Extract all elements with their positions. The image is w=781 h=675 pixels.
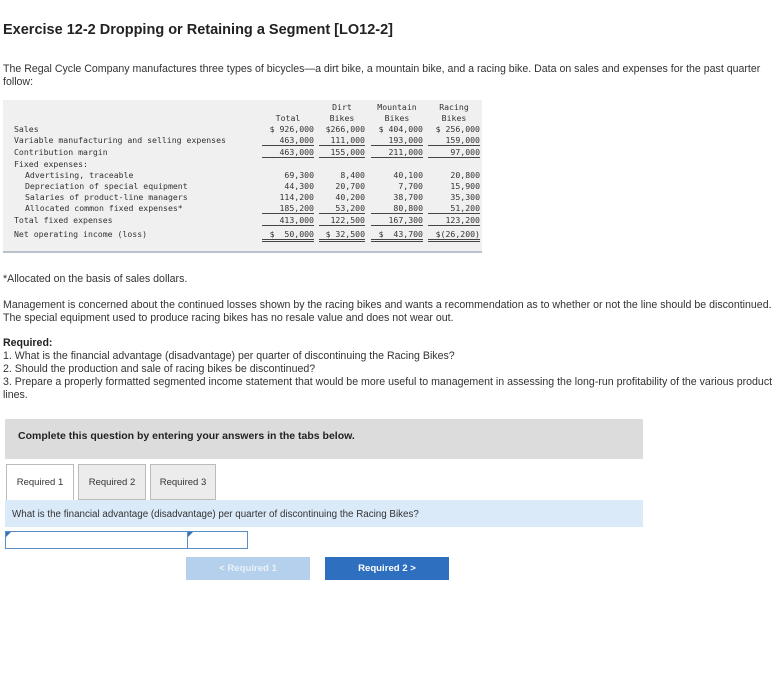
cell-mountain: $ 43,700	[371, 229, 423, 242]
required-list	[3, 350, 773, 402]
cell-racing: 35,300	[450, 192, 480, 202]
cell-total: 185,200	[262, 203, 314, 214]
table-row	[3, 192, 482, 203]
row-label: Total fixed expenses	[14, 215, 113, 225]
answer-label-input[interactable]	[7, 533, 185, 547]
cell-total: $ 50,000	[262, 229, 314, 242]
cell-racing: 123,200	[428, 215, 480, 226]
cell-racing: 159,000	[428, 135, 480, 146]
row-label: Depreciation of special equipment	[25, 181, 188, 191]
table-header-row	[3, 113, 482, 124]
prev-required-1-button[interactable]: < Required 1	[186, 557, 310, 580]
table-header-row	[3, 102, 482, 113]
cell-total: 69,300	[284, 170, 314, 180]
table-row	[3, 135, 482, 146]
table-row	[3, 124, 482, 135]
cell-dirt: 40,200	[335, 192, 365, 202]
header-total: Total	[275, 113, 301, 123]
answer-row	[5, 531, 248, 549]
table-row	[3, 229, 482, 240]
required-item-3: 3. Prepare a properly formatted segmented income statement that would be more useful to management in assessing the long-run profitability of the various product lines.	[3, 376, 773, 401]
cell-dirt: 122,500	[319, 215, 365, 226]
cell-total: $ 926,000	[269, 124, 314, 134]
cell-total: 413,000	[262, 215, 314, 226]
cell-mountain: 80,800	[371, 203, 423, 214]
header-racing-bikes: Bikes	[441, 113, 467, 123]
cell-racing: 15,900	[450, 181, 480, 191]
cell-mountain: 38,700	[393, 192, 423, 202]
question-text: What is the financial advantage (disadvantage) per quarter of discontinuing the Racing Bikes?	[12, 509, 419, 520]
cell-total: 44,300	[284, 181, 314, 191]
header-racing: Racing	[439, 102, 469, 112]
cell-mountain: 7,700	[398, 181, 423, 191]
table-row	[3, 203, 482, 214]
cell-mountain: 40,100	[393, 170, 423, 180]
cell-racing: 97,000	[428, 147, 480, 158]
row-label: Salaries of product-line managers	[25, 192, 188, 202]
cell-dirt: 155,000	[319, 147, 365, 158]
next-required-2-button[interactable]: Required 2 >	[325, 557, 449, 580]
page-title: Exercise 12-2 Dropping or Retaining a Segment [LO12-2]	[3, 22, 393, 38]
row-label: Net operating income (loss)	[14, 229, 148, 239]
row-label: Contribution margin	[14, 147, 108, 157]
cell-mountain: 167,300	[371, 215, 423, 226]
table-row	[3, 159, 482, 170]
cell-dirt: 8,400	[340, 170, 365, 180]
footnote: *Allocated on the basis of sales dollars.	[3, 273, 188, 285]
header-dirt: Dirt	[332, 102, 352, 112]
table-row	[3, 215, 482, 226]
table-bottom-rule	[3, 251, 482, 253]
intro-text: The Regal Cycle Company manufactures three types of bicycles—a dirt bike, a mountain bike, and a racing bike. Data on sales and expenses for the past quarter follow:	[3, 63, 761, 88]
table-row	[3, 147, 482, 158]
tab-required-1[interactable]: Required 1	[6, 464, 74, 501]
cell-dirt: 20,700	[335, 181, 365, 191]
cell-dirt: $ 32,500	[319, 229, 365, 242]
row-label: Variable manufacturing and selling expenses	[14, 135, 226, 145]
management-text: Management is concerned about the continued losses shown by the racing bikes and wants a recommendation as to whether or not the line should be discontinued. The special equipment used to produce racing bikes has no resale value and does not wear out.	[3, 299, 772, 324]
required-item-2: 2. Should the production and sale of racing bikes be discontinued?	[3, 363, 316, 375]
cell-dirt: 53,200	[319, 203, 365, 214]
cell-racing: 51,200	[428, 203, 480, 214]
row-label: Allocated common fixed expenses*	[25, 203, 183, 213]
cell-mountain: 193,000	[371, 135, 423, 146]
table-row	[3, 170, 482, 181]
required-heading: Required:	[3, 337, 53, 349]
row-label: Sales	[14, 124, 39, 134]
cell-total: 463,000	[262, 147, 314, 158]
header-mountain-bikes: Bikes	[384, 113, 410, 123]
table-row	[3, 181, 482, 192]
cell-dirt: 111,000	[319, 135, 365, 146]
income-statement-table	[3, 100, 482, 253]
cell-racing: $ 256,000	[435, 124, 480, 134]
question-bar	[5, 500, 643, 527]
row-label: Advertising, traceable	[25, 170, 134, 180]
answer-amount-input[interactable]	[190, 533, 245, 547]
tab-required-3[interactable]: Required 3	[150, 464, 216, 500]
tab-required-2[interactable]: Required 2	[78, 464, 146, 500]
cell-racing: 20,800	[450, 170, 480, 180]
cell-total: 463,000	[262, 135, 314, 146]
header-dirt-bikes: Bikes	[329, 113, 355, 123]
cell-dirt: $266,000	[325, 124, 365, 134]
cell-mountain: $ 404,000	[378, 124, 423, 134]
cell-mountain: 211,000	[371, 147, 423, 158]
required-item-1: 1. What is the financial advantage (disadvantage) per quarter of discontinuing the Racing Bikes?	[3, 350, 455, 362]
instruction-banner	[5, 419, 643, 459]
cell-racing: $(26,200)	[428, 229, 480, 242]
header-mountain: Mountain	[377, 102, 417, 112]
instruction-text: Complete this question by entering your answers in the tabs below.	[18, 430, 355, 442]
cell-total: 114,200	[279, 192, 314, 202]
row-label: Fixed expenses:	[14, 159, 88, 169]
